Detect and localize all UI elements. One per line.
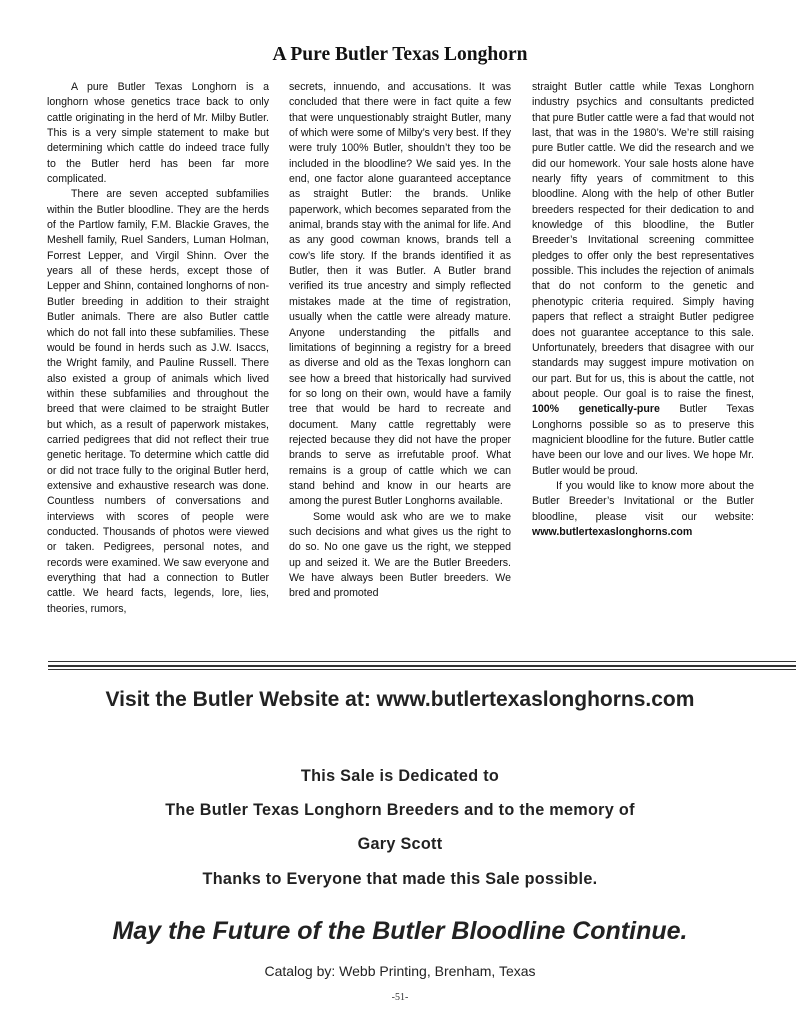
article-column-2	[289, 80, 511, 602]
article-column-3	[532, 80, 754, 540]
column-1-paragraph-2: There are seven accepted subfamilies within the Butler bloodline. They are the herds of the Partlow family, F.M. Blackie Graves, the Meshell family, Ruel Sanders, Luman Holman, Forrest Lepper, and Virgil Shinn. Over the years all of these herds, except those of Lepper and Shinn, contained longhorns of non-Butler breeding in addition to their straight Butler animals. There are also Butler cattle which do not fall into these subfamilies. These would be found in herds such as J.W. Isaccs, the Wright family, and Pauline Russell. There also existed a group of animals which lived within these subfamilies and throughout the breed that were claimed to be straight Butler but which, as a result of paperwork mistakes, carried pedigrees that did not reflect their true genetic heritage. To determine which cattle did or did not trace fully to the original Butler herd, extensive and exhaustive research was done. Countless numbers of conversations and interviews with scores of people were conducted. Thousands of photos were viewed or taken. Pedigrees, personal notes, and records were examined. We saw everyone and everything that had a connection to Butler cattle. We heard facts, legends, lore, lies, theories, rumors,	[47, 188, 269, 615]
page-number: -51-	[391, 992, 409, 1003]
divider-line	[48, 665, 796, 667]
thanks-line: Thanks to Everyone that made this Sale possible.	[202, 870, 598, 888]
dedication-line-1: This Sale is Dedicated to	[300, 767, 500, 785]
column-3-paragraph-2	[532, 479, 754, 540]
article-title: A Pure Butler Texas Longhorn	[272, 44, 528, 65]
contact-text: If you would like to know more about the Butler Breeder’s Invitational or the Butler bloodline, please visit our website:	[532, 479, 754, 523]
column-3-paragraph-1	[532, 80, 754, 479]
column-2-paragraph-2: Some would ask who are we to make such decisions and what gives us the right to do so. No one gave us the right, we stepped up and seized it. We are the Butler Breeders. We have always been Butler breeders. We bred and promoted	[289, 510, 511, 600]
catalog-credit: Catalog by: Webb Printing, Brenham, Texas	[264, 963, 536, 979]
article-column-1	[47, 80, 269, 617]
column-3-text-tail: Butler Texas Longhorns possible so as to preserve this magnicient bloodline for the future. Butler cattle have been our love and our lives. We hope Mr. Butler would be proud.	[532, 403, 755, 477]
column-1-paragraph-1: A pure Butler Texas Longhorn is a longhorn whose genetics trace back to only cattle originating in the herd of Mr. Milby Butler. This is a very simple statement to make but determining which cattle do indeed trace fully to the Butler herd has been far more complicated.	[47, 81, 269, 186]
genetically-pure-emphasis: 100% genetically-pure	[532, 403, 660, 416]
divider-line	[48, 661, 796, 662]
column-3-text: straight Butler cattle while Texas Longhorn industry psychics and consultants predicted that pure Butler cattle were a fad that would not last, that was in the 1980’s. We’re still raising pure Butler cattle. We did the research and we did our homework. Your sale hosts alone have nearly fifty years of commitment to this bloodline. Along with the help of other Butler breeders respected for their dedication to and knowledge of this bloodline, the Butler Breeder’s Invitational screening committee pledges to offer only the best representatives possible. This includes the rejection of animals that do not conform to the genetic and phenotypic criteria required. Simply having papers that reflect a straight Butler pedigree does not guarantee acceptance to this sale. Unfortunately, breeders that disagree with our standards may suggest impure motivation on our part. But for us, this is about the cattle, not about people. Our goal is to raise the finest,	[532, 81, 755, 400]
closing-slogan: May the Future of the Butler Bloodline Continue.	[112, 917, 688, 945]
dedication-line-2: The Butler Texas Longhorn Breeders and to the memory of	[165, 801, 635, 819]
column-2-paragraph-1: secrets, innuendo, and accusations. It was concluded that there were in fact quite a few that were unquestionably straight Butler, many of which were some of Milby’s very best. If they were truly 100% Butler, shouldn’t they too be included in the bloodline? We said yes. In the end, one factor alone guaranteed acceptance as straight Butler: the brands. Unlike paperwork, which becomes separated from the animal, brands stay with the animal for life. And as any good cowman knows, brands tell a cow’s life story. If the brands identified it as Butler, then it was Butler. A Butler brand verified its true ancestry and simply reflected mistakes made at the time of registration, usually when the cattle were already mature. Anyone understanding the pitfalls and limitations of beginning a registry for a breed as diverse and old as the Texas longhorn can see how a breed that historically had survived for so long on their own, would have a family tree that would be hard to recreate and document. Many cattle regrettably were rejected because they did not have the proper brands to serve as irrefutable proof. What remains is a group of cattle which we can stand behind and know in our hearts are among the purest Butler Longhorns available.	[289, 81, 511, 508]
visit-website-banner: Visit the Butler Website at: www.butlertexaslonghorns.com	[105, 688, 695, 711]
website-link[interactable]: www.butlertexaslonghorns.com	[532, 525, 693, 538]
divider-line	[48, 669, 796, 670]
dedication-name: Gary Scott	[357, 835, 443, 853]
